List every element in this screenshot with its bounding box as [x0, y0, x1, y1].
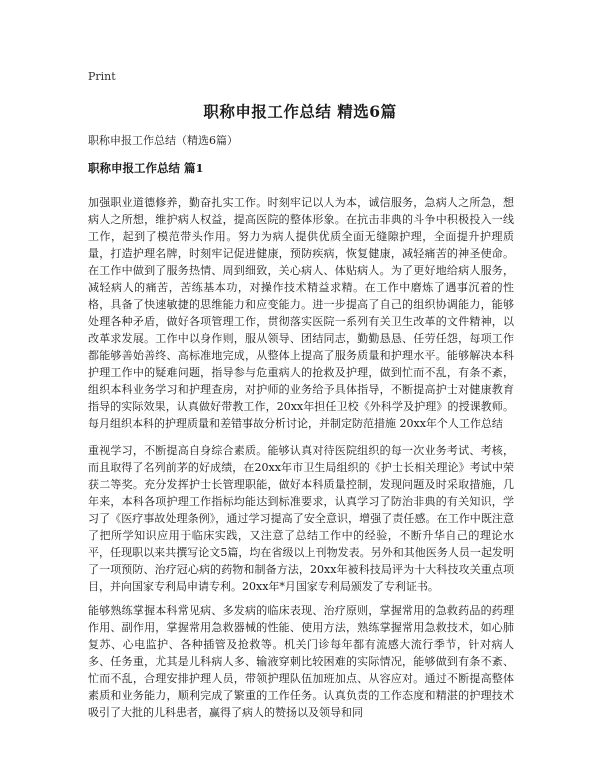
print-label: Print — [88, 70, 116, 83]
page-subtitle: 职称申报工作总结（精选6篇） — [88, 134, 238, 147]
paragraph-3: 能够熟练掌握本科常见病、多发病的临床表现、治疗原则，掌握常用的急救药品的药理作用、副作用，掌握常用急救器械的性能、使用方法，熟练掌握常用急救技术，如心肺复苏、心电监护、各种插管及抢救等。机关门诊每年都有流感大流行季节，针对病人多、任务重，尤其是儿科病人多、输液穿刺比较困难的实际情况，能够做到有条不紊、忙而不乱，合理安排护理人员，带领护理队伍加班加点、从容应对。通过不断提高整体素质和业务能力，顺利完成了繁重的工作任务。认真负责的工作态度和精湛的护理技术吸引了大批的儿科患者，赢得了病人的赞扬以及领导和同 — [88, 604, 514, 719]
paragraph-1: 加强职业道德修养，勤奋扎实工作。时刻牢记以人为本，诚信服务，急病人之所急，想病人之所想，维护病人权益，提高医院的整体形象。在抗击非典的斗争中积极投入一线工作，起到了模范带头作用。努力为病人提供优质全面无缝隙护理，全面提升护理质量，打造护理名牌，时刻牢记促进健康，预防疾病，恢复健康，减轻痛苦的神圣使命。在工作中做到了服务热情、周到细致，关心病人、体贴病人。为了更好地给病人服务，减轻病人的痛苦，苦练基本功，对操作技术精益求精。在工作中磨炼了遇事沉着的性格，具备了快速敏捷的思维能力和应变能力。进一步提高了自己的组织协调能力，能够处理各种矛盾，做好各项管理工作，贯彻落实医院一系列有关卫生改革的文件精神，以改革求发展。工作中以身作则，服从领导、团结同志，勤勤恳恳、任劳任怨，每项工作都能够善始善终、高标准地完成，从整体上提高了服务质量和护理水平。能够解决本科护理工作中的疑难问题，指导参与危重病人的抢救及护理，做到忙而不乱，有条不紊，组织本科业务学习和护理查房，对护师的业务给予具体指导，不断提高护士对健康教育指导的实际效果，认真做好带教工作，20xx年担任卫校《外科学及护理》的授课教师。每月组织本科的护理质量和差错事故分析讨论，并制定防范措施 20xx年个人工作总结 — [88, 196, 514, 430]
section-heading: 职称申报工作总结 篇1 — [88, 161, 204, 175]
page-title: 职称申报工作总结 精选6篇 — [203, 102, 397, 121]
paragraph-2: 重视学习，不断提高自身综合素质。能够认真对待医院组织的每一次业务考试、考核，而且取得了名列前茅的好成绩，在20xx年市卫生局组织的《护士长相关理论》考试中荣获二等奖。充分发挥护士长管理职能，做好本科质量控制，发现问题及时采取措施，几年来，本科各项护理工作指标均能达到标准要求，认真学习了防治非典的有关知识，学习了《医疗事故处理条例》，通过学习提高了安全意识，增强了责任感。在工作中既注意了把所学知识应用于临床实践，又注意了总结工作中的经验，不断升华自己的理论水平，任现职以来共撰写论文5篇，均在省级以上刊物发表。另外和其他医务人员一起发明了一项预防、治疗冠心病的药物和制备方法，20xx年被科技局评为十大科技攻关重点项目，并向国家专利局申请专利。20xx年*月国家专利局颁发了专利证书。 — [88, 444, 514, 593]
